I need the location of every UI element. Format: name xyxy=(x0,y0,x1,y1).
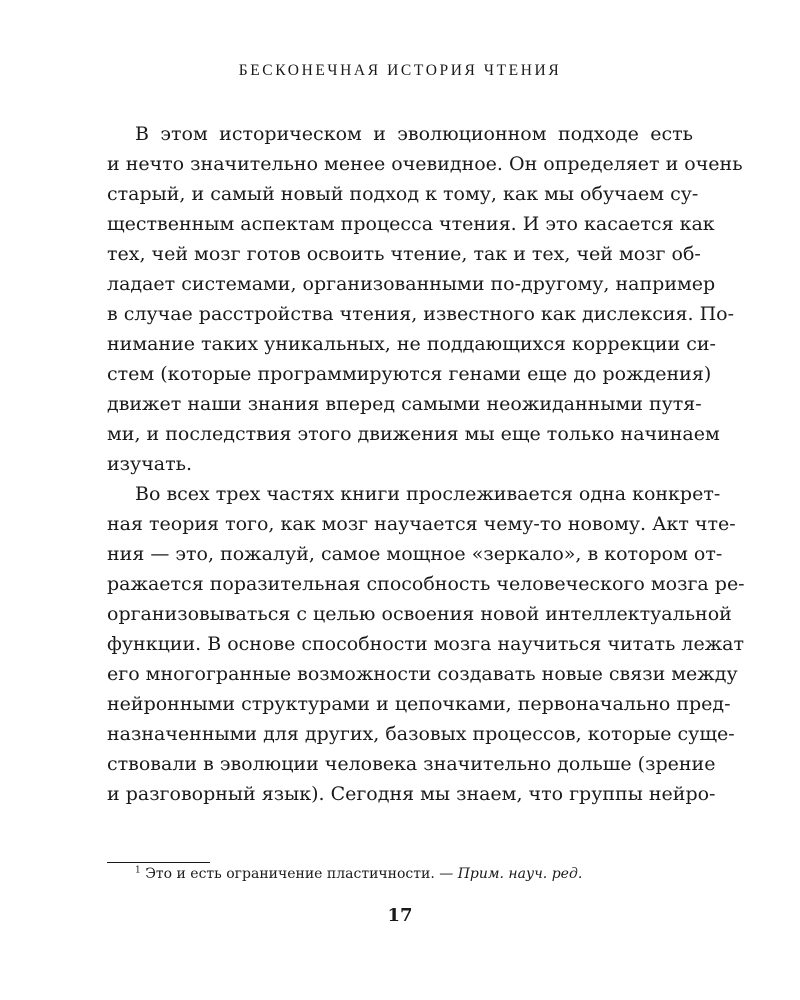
text-line: изучать. xyxy=(107,453,192,475)
text-line: тех, чей мозг готов освоить чтение, так и тех, чей мозг об- xyxy=(107,243,701,265)
text-line xyxy=(107,179,699,209)
footnote-marker: 1 xyxy=(135,865,141,876)
footnote xyxy=(135,863,582,885)
text-line: и нечто значительно менее очевидное. Он определяет и очень xyxy=(107,153,743,175)
text-line: функции. В основе способности мозга научиться читать лежат xyxy=(107,633,745,655)
text-line: организовываться с целью освоения новой интеллектуальной xyxy=(107,603,732,625)
text-line: В этом историческом и эволюционном подходе есть xyxy=(135,123,693,145)
text-line: ная теория того, как мозг научается чему-то новому. Акт чте- xyxy=(107,513,736,535)
footnote-text: Это и есть ограничение пластичности. — xyxy=(145,866,458,882)
text-line: в случае расстройства чтения, известного как дислексия. По- xyxy=(107,303,735,325)
text-line: нейронными структурами и цепочками, первоначально пред- xyxy=(107,693,731,715)
text-line: ражается поразительная способность человеческого мозга ре- xyxy=(107,573,745,595)
text-line: ладает системами, организованными по-другому, например xyxy=(107,273,716,295)
text-line: ми, и последствия этого движения мы еще только начинаем xyxy=(107,423,720,445)
text-segment: старый, и самый новый подход к тому, как мы обучаем су- xyxy=(107,183,699,205)
text-line: щественным аспектам процесса чтения. И это касается как xyxy=(107,213,715,235)
running-header: БЕСКОНЕЧНАЯ ИСТОРИЯ ЧТЕНИЯ xyxy=(238,62,562,79)
text-line: нимание таких уникальных, не поддающихся коррекции си- xyxy=(107,333,716,355)
page-number: 17 xyxy=(387,905,413,926)
text-line: и разговорный язык). Сегодня мы знаем, что группы нейро- xyxy=(107,783,716,805)
text-line: Во всех трех частях книги прослеживается одна конкрет- xyxy=(135,483,721,505)
text-line: его многогранные возможности создавать новые связи между xyxy=(107,663,738,685)
text-line: стем (которые программируются генами еще до рождения) xyxy=(107,363,712,385)
text-line: ния — это, пожалуй, самое мощное «зеркало», в котором от- xyxy=(107,543,723,565)
text-line: движет наши знания вперед самыми неожиданными путя- xyxy=(107,393,702,415)
text-line: ствовали в эволюции человека значительно дольше (зрение xyxy=(107,753,716,775)
footnote-attribution: Прим. науч. ред. xyxy=(457,866,583,882)
text-line: назначенными для других, базовых процессов, которые суще- xyxy=(107,723,735,745)
